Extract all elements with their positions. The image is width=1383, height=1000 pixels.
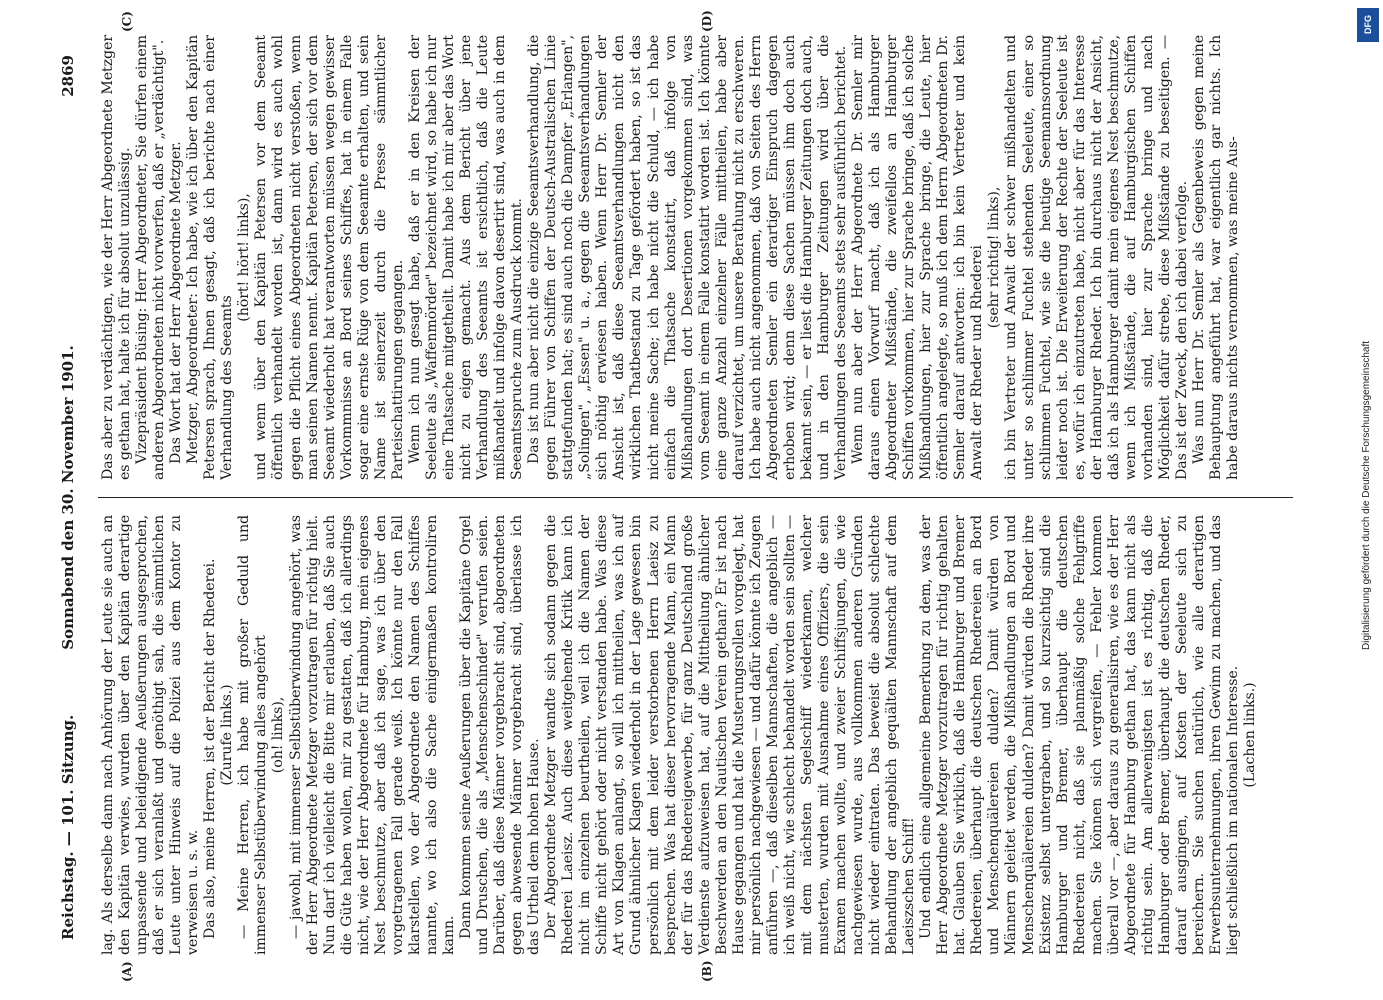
interjection: (Zurufe links.) [219,684,236,786]
page-number: 2869 [59,55,77,97]
margin-letter-c: (C) [120,11,134,32]
margin-letter-d: (D) [700,10,714,32]
dfg-logo: DFG [1357,8,1379,42]
paragraph: ich bin Vertreter und Anwalt der schwer mißhandelten und unter so schlimmer Fuchtel stehenden Seeleute, einer so schlimmen Fuchtel, wie sie die heutige Seemannsordnung leider noch ist. Die Erweiterung der Rechte der Seeleute ist es, wofür ich einzutreten habe, nicht aber für das Interesse der Hamburger Rheder. Ich bin durchaus nicht der Ansicht, daß ich als Hamburger damit mein eigenes Nest beschmutze, wenn ich Mißstände, die auf Hamburgischen Schiffen vorhanden sind, hier zur Sprache bringe und nach Möglichkeit dafür strebe, diese Mißstände zu beseitigen. — Das ist der Zweck, den ich dabei verfolge. [1003,35,1190,480]
paragraph: Was nun Herr Dr. Semler als Gegenbeweis gegen meine Behauptung angeführt hat, war eigentlich gar nichts. Ich habe daraus nichts vernommen, was meine Aus- [1191,35,1242,480]
interjection: (hört! hört! links), [236,193,253,322]
header-date: Sonnabend den 30. November 1901. [59,345,77,650]
digitization-sidebar [1353,0,1383,1000]
paragraph: Dann kommen seine Aeußerungen über die Kapitäne Orgel und Druschen, die als „Menschenschinder" verrufen seien. Darüber, daß diese Männer vorgebracht sind, abgeordneten gegen abwesende Männer vorgebracht sind, überlasse ich das Urtheil dem hohen Hause. [457,515,543,955]
speaker-paragraph: Metzger, Abgeordneter: Ich habe, wie ich über den Kapitän Petersen sprach, Ihnen gesagt, daß ich berichte nach einer Verhandlung des Seeamts [185,35,236,480]
page-header [48,55,88,940]
digitization-credit: Digitalisierung gefördert durch die Deutsche Forschungsgemeinschaft [1361,340,1372,650]
speaker-paragraph: Vizepräsident Büsing: Herr Abgeordneter, Sie dürfen einem anderen Abgeordneten nicht vorwerfen, daß er „verdächtigt". [134,35,168,480]
left-column [100,515,1259,955]
paragraph: und wenn über den Kapitän Petersen vor dem Seeamt öffentlich verhandelt worden ist, dann wird es auch wohl gegen die Pflicht eines Abgeordneten nicht verstoßen, wenn man seinen Namen nennt. Kapitän Petersen, der sich vor dem Seeamt wiederholt hat verantworten müssen wegen gewisser Vorkommnisse an Bord seines Schiffes, hat in einem Falle sogar eine ernste Rüge von dem Seeamte erhalten, und sein Name ist seinerzeit durch die Presse sämmtlicher Parteischattirungen gegangen. [253,35,406,480]
paragraph: Das aber zu verdächtigen, wie der Herr Abgeordnete Metzger es gethan hat, halte ich für absolut unzulässig. [100,35,134,480]
margin-letter-a: (A) [120,961,134,982]
paragraph: Das Wort hat der Herr Abgeordnete Metzger. [168,141,185,464]
paragraph: Wenn ich nun gesagt habe, daß er in den Kreisen der Seeleute als „Waffenmörder" bezeichnet wird, so habe ich nur eine Thatsache mitgetheilt. Damit habe ich mir aber das Wort nicht zu eigen gemacht. Aus dem Bericht über jene Verhandlung des Seeamts ist ersichtlich, daß die Leute mißhandelt und infolge davon desertirt sind, was auch in dem Seeamtsspruche zum Ausdruck kommt. [406,35,526,480]
paragraph: lag. Als derselbe dann nach Anhörung der Leute sie auch an den Kapitän verwies, wurden über den Kapitän derartige unpassende und beleidigende Aeußerungen ausgesprochen, daß er sich veranlaßt und genöthigt sah, die sämmtlichen Leute unter Hinweis auf die Polizei aus dem Kontor zu verweisen u. s. w. [100,515,202,955]
paragraph: Das also, meine Herren, ist der Bericht der Rhederei. [202,558,219,939]
column-divider [98,497,1293,498]
paragraph: Das ist nun aber nicht die einzige Seeamtsverhandlung, die gegen Führer von Schiffen der Deutsch-Australischen Linie stattgefunden hat; es sind auch noch die Dampfer „Erlangen", „Solingen", „Essen" u. a., gegen die Seeamtsverhandlungen sich nöthig erwiesen haben. Wenn Herr Dr. Semler der Ansicht ist, daß diese Seeamtsverhandlungen nicht den wirklichen Thatbestand zu Tage gefördert haben, so ist das nicht meine Sache; ich habe nicht die Schuld, — ich habe einfach die Thatsache konstatirt, daß infolge von Mißhandlungen dort Desertionen vorgekommen sind, was vom Seeamt in einem Falle konstatirt worden ist. Ich könnte eine ganze Anzahl einzelner Fälle mittheilen, habe aber darauf verzichtet, um unsere Berathung nicht zu erschweren. Ich habe auch nicht angenommen, daß von Seiten des Herrn Abgeordneten Semler ein derartiger Einspruch dagegen erhoben wird; denn diese Sachen müssen ihm doch auch bekannt sein, — er liest die Hamburger Zeitungen doch auch, und in den Hamburger Zeitungen wird über die Verhandlungen des Seeamts stets sehr ausführlich berichtet. [526,35,850,480]
paragraph: Wenn nun aber der Herr Abgeordnete Dr. Semler mir daraus einen Vorwurf macht, daß ich als Hamburger Abgeordneter Mißstände, die zweifellos an Hamburger Schiffen vorkommen, hier zur Sprache bringe, daß ich solche Mißhandlungen, hier zur Sprache bringe, die Leute, hier öffentlich angelegte, so muß ich dem Herrn Abgeordneten Dr. Semler darauf antworten: ich bin kein Vertreter und kein Anwalt der Rheder und Rhederei [850,35,986,480]
paragraph: Und endlich eine allgemeine Bemerkung zu dem, was der Herr Abgeordnete Metzger vorzutragen für richtig gehalten hat. Glauben Sie wirklich, daß die Hamburger und Bremer Rhedereien, überhaupt die deutschen Rhedereien an Bord und Menschenquälereien dulden? Damit würden von Männern geleitet werden, die Mißhandlungen an Bord und Menschenquälereien dulden? Damit würden die Rheder ihre Existenz selbst untergraben, und so kurzsichtig sind die Hamburger und Bremer, überhaupt die deutschen Rhedereien nicht, daß sie planmäßig solche Fehlgriffe machen. Sie können sich vergreifen, — Fehler kommen überall vor —, aber daraus zu generalisiren, wie es der Herr Abgeordnete für Hamburg gethan hat, das kann nicht als richtig sein. Am allerwenigsten ist es richtig, daß die Hamburger oder Bremer, überhaupt die deutschen Rheder, darauf ausgingen, auf Kosten der Seeleute sich zu bereichern. Sie suchen natürlich, wie alle derartigen Erwerbsunternehmungen, ihren Gewinn zu machen, und das liegt schließlich im nationalen Interesse. [918,515,1242,955]
paragraph: — Meine Herren, ich habe mit großer Geduld und immenser Selbstüberwindung alles angehört [236,515,270,955]
interjection: (oh! links), [270,696,287,774]
right-column [100,35,1242,480]
interjection: (Lachen links.) [1242,682,1259,788]
header-left: Reichstag. — 101. Sitzung. [59,714,77,940]
paragraph: Der Abgeordnete Metzger wandte sich sodann gegen die Rhederei Laeisz. Auch diese weitgehende Kritik kann ich nicht im einzelnen beurtheilen, weil ich die Namen der Schiffe nicht gehört oder nicht verstanden habe. Was diese Art von Klagen anlangt, so will ich mittheilen, was ich auf Grund ähnlicher Klagen wiederholt in der Lage gewesen bin persönlich mit dem leider verstorbenen Herrn Laeisz zu besprechen. Was hat dieser hervorragende Mann, ein Mann der für das Rhedereigewerbe, für ganz Deutschland große Verdienste aufzuweisen hat, auf die Mittheilung ähnlicher Beschwerden an den Nautischen Verein gethan? Er ist nach Hause gegangen und hat die Musterungsrollen vorgelegt, hat mir persönlich nachgewiesen — und dafür könnte ich Zeugen anführen —, daß dieselben Mannschaften, die angeblich — ich weiß nicht, wie schlecht behandelt worden sein sollten — mit dem nächsten Segelschiff wiederkamen, welcher musterten, wurden mit Ausnahme eines Offiziers, die sein Examen machen wollte, und zweier Schiffsjungen, die wie nachgewiesen wurde, aus vollkommen anderen Gründen nicht wieder eintraten. Das beweist die absolut schlechte Behandlung der angeblich gequälten Mannschaft auf dem Laeiszschen Schiff! [543,515,918,955]
margin-letter-b: (B) [700,960,714,982]
interjection: (sehr richtig! links), [986,186,1003,329]
paragraph: — jawohl, mit immenser Selbstüberwindung angehört, was der Herr Abgeordnete Metzger vorzutragen für richtig hielt. Nun darf ich vielleicht die Bitte mir erlauben, daß Sie auch die Güte haben wollen, mir zu gestatten, daß ich allerdings nicht, wie der Herr Abgeordnete für Hamburg, mein eigenes Nest beschmutze, aber daß ich sage, was ich über den vorgetragenen Fall gerade weiß. Ich könnte nur den Fall klarstellen, wo der Abgeordnete den Namen des Schiffes nannte, wo ich also die Sache einigermaßen kontroliren kann. [287,515,457,955]
